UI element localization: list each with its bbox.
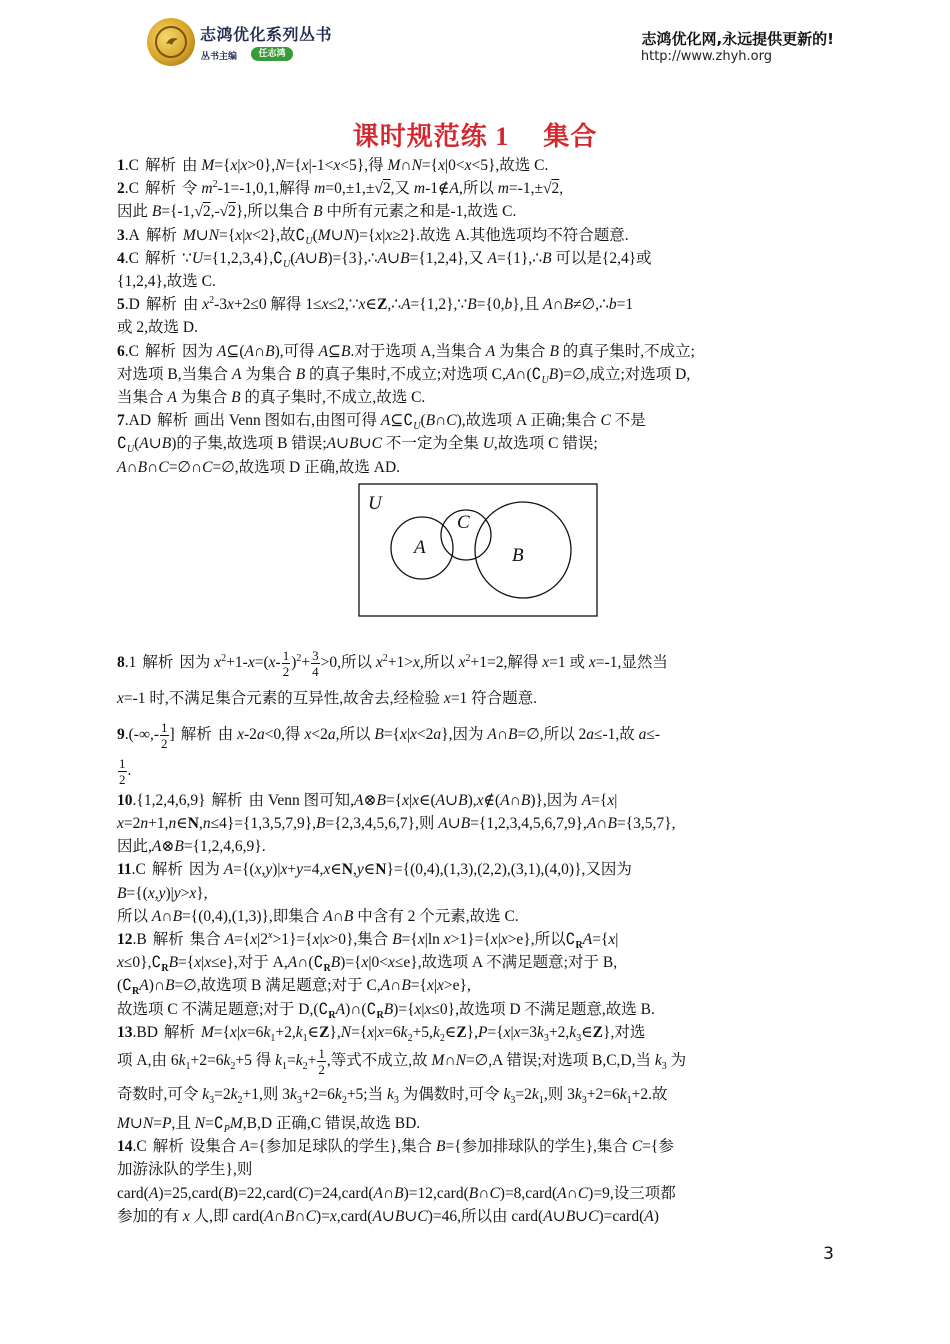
answer-7: 7.AD 解析 画出 Venn 图如右,由图可得 $A⊆∁_U(B\cap C)$,故选项 A 正确;集合 C 不是 $∁_U(A\cup B)$的子集,故选项 B 错误;A∪B∪C 不一定为全集 U,故选项 C 错误; A∩B∩C=∅∩C=∅,故选项 D 正确,故选 AD. (117, 412, 646, 476)
answer-4: 4.C 解析 $\because U=\{1,2,3,4\},∁_U(A\cup B)=\{3\},\therefore A\cup B=\{1,2,4\}$,又 A={1},∴B 可以是{2,4}或 {1,2,4},故选 C. (117, 249, 652, 291)
answer-10: 10.{1,2,4,6,9} 解析 由 Venn 图可知,A⊗B={x|x∈(A∪B),x∉(A∩B)},因为 A={x| x=2n+1,n∈N,n≤4}={1,3,5,7,9},B={2,3,4,5,6,7},则 A∪B={1,2,3,4,5,6,7,9},A∩B={3,5,7}, 因此,A⊗B={1,2,4,6,9}. (117, 791, 676, 856)
venn-label-b: B (512, 544, 524, 566)
answer-12: 12.B 解析 集合 $A=\{x|2^x>1\}=\{x|x>0\}$,集合 B={x|ln x>1}={x|x>e},所以$∁_RA=\{x|$ $x\le 0\},∁_RB=\{x|x\le e\}$,对于 $A,A\cap(∁_RB)=\{x|0<x\le e\}$,故选项 A 不满足题意;对于 B, $(∁_RA)\cap B=\emptyset$,故选项 B 满足题意;对于 C,A∩B={x|x>e}, 故选项 C 不满足题意;对于 $D,(∁_RA)\cap(∁_RB)=\{x|x\le 0\}$,故选项 D 不满足题意,故选 B. (117, 929, 655, 1021)
logo-ring (155, 26, 187, 58)
site-slogan: 志鸿优化网,永远提供更新的! (641, 30, 834, 48)
answer-6: 6.C 解析 因为 A⊆(A∩B),可得 A⊆B.对于选项 A,当集合 A 为集合 B 的真子集时,不成立; 对选项 B,当集合 A 为集合 B 的真子集时,不成立;对选项 $C,A\cap(∁_UB)=\emptyset$,成立;对选项 D, 当集合 A 为集合 B 的真子集时,不成立,故选 C. (117, 342, 695, 407)
answer-13: 13.BD 解析 $M=\{x|x=6k_1+2,k_1\in Z\},N=\{x|x=6k_2+5,k_2\in Z\},P=\{x|x=3k_3+2,k_3\in Z\}$,对选 项 A,由 $6k_1+2=6k_2+5$ 得 $k_1=k_2+$ $\frac{1}{2}$ ,等式不成立,故 M∩N=∅,A 错误;对选项 B,C,D,当 $k_3$ 为 奇数时,可令 $k_3=2k_2+1$,则 $3k_3+2=6k_2+5$;当 $k_3$ 为偶数时,可令 $k_3=2k_1$,则 $3k_3+2=6k_1+2$.故 M∪N=P,且 $N=∁_PM,B,D$ 正确,C 错误,故选 BD. (117, 1023, 687, 1136)
series-logo (147, 18, 195, 66)
venn-figure (117, 483, 837, 639)
title-topic: 集合 (543, 122, 598, 151)
answer-5: 5.D 解析 由 $x^2-3x+2\le 0$ 解得 1≤x≤2,∵x∈Z,∴A={1,2},∵B={0,b},且 A∩B≠∅,∴b=1 或 2,故选 D. (117, 295, 634, 337)
page-number: 3 (823, 1244, 834, 1264)
venn-label-a: A (414, 536, 426, 558)
series-title: 志鸿优化系列丛书 (200, 25, 333, 44)
answer-1: 1.C 解析 由 M={x|x>0},N={x|-1<x<5},得 M∩N={x|0<x<5},故选 C. (117, 157, 549, 174)
venn-label-u: U (368, 492, 382, 514)
answer-14: 14.C 解析 设集合 A={参加足球队的学生},集合 B={参加排球队的学生},集合 C={参 加游泳队的学生},则 card(A)=25,card(B)=22,card(C)=24,card(A∩B)=12,card(B∩C)=8,card(A∩C)=9,设三项都 参加的有 x 人,即 card(A∩B∩C)=x,card(A∪B∪C)=46,所以由 card(A∪B∪C)=card(A) (117, 1138, 676, 1225)
editor-label: 丛书主编 (201, 52, 238, 62)
answer-9: 9.(-∞,- $\frac{1}{2}$ ] 解析 由 x-2a<0,得 x<2a,所以 B={x|x<2a},因为 A∩B=∅,所以 2a≤-1,故 a≤- $\frac{1}{2}$ . (117, 719, 661, 787)
site-url[interactable]: http://www.zhyh.org (640, 49, 772, 64)
answer-8: 8.1 解析 因为 $x^2+1-x=(x-$ $\frac{1}{2}$ )$^2$+ $\frac{3}{4}$ >0,所以 $x^2+1>x$,所以 $x^2+1=2$,解得 x=1 或 x=-1,显然当 x=-1 时,不满足集合元素的互异性,故舍去,经检验 x=1 符合题意. (117, 647, 668, 707)
editor-name-badge: 任志鸿 (251, 47, 293, 61)
title-main: 课时规范练 1 (352, 122, 510, 151)
bird-icon (164, 34, 180, 50)
answer-3: 3.A 解析 M∪N={x|x<2},故$∁_U(M\cup N)=\{x|x\ge 2\}$.故选 A.其他选项均不符合题意. (117, 226, 629, 247)
venn-label-c: C (457, 511, 470, 533)
answer-2: 2.C 解析 令 $m^2-1=-1,0,1$,解得 m=0,±1,±√2,又 m-1∉A,所以 m=-1,±√2, 因此 B={-1,√2,-√2},所以集合 B 中所有元素之和是-1,故选 C. (117, 179, 564, 221)
answer-11: 11.C 解析 因为 A={(x,y)|x+y=4,x∈N,y∈N}={(0,4),(1,3),(2,2),(3,1),(4,0)},又因为 B={(x,y)|y>x}, 所以 A∩B={(0,4),(1,3)},即集合 A∩B 中含有 2 个元素,故选 C. (117, 861, 632, 925)
universe-rect (359, 484, 597, 616)
venn-diagram (358, 483, 598, 617)
answer-content (117, 154, 837, 1228)
page-title (0, 116, 950, 153)
